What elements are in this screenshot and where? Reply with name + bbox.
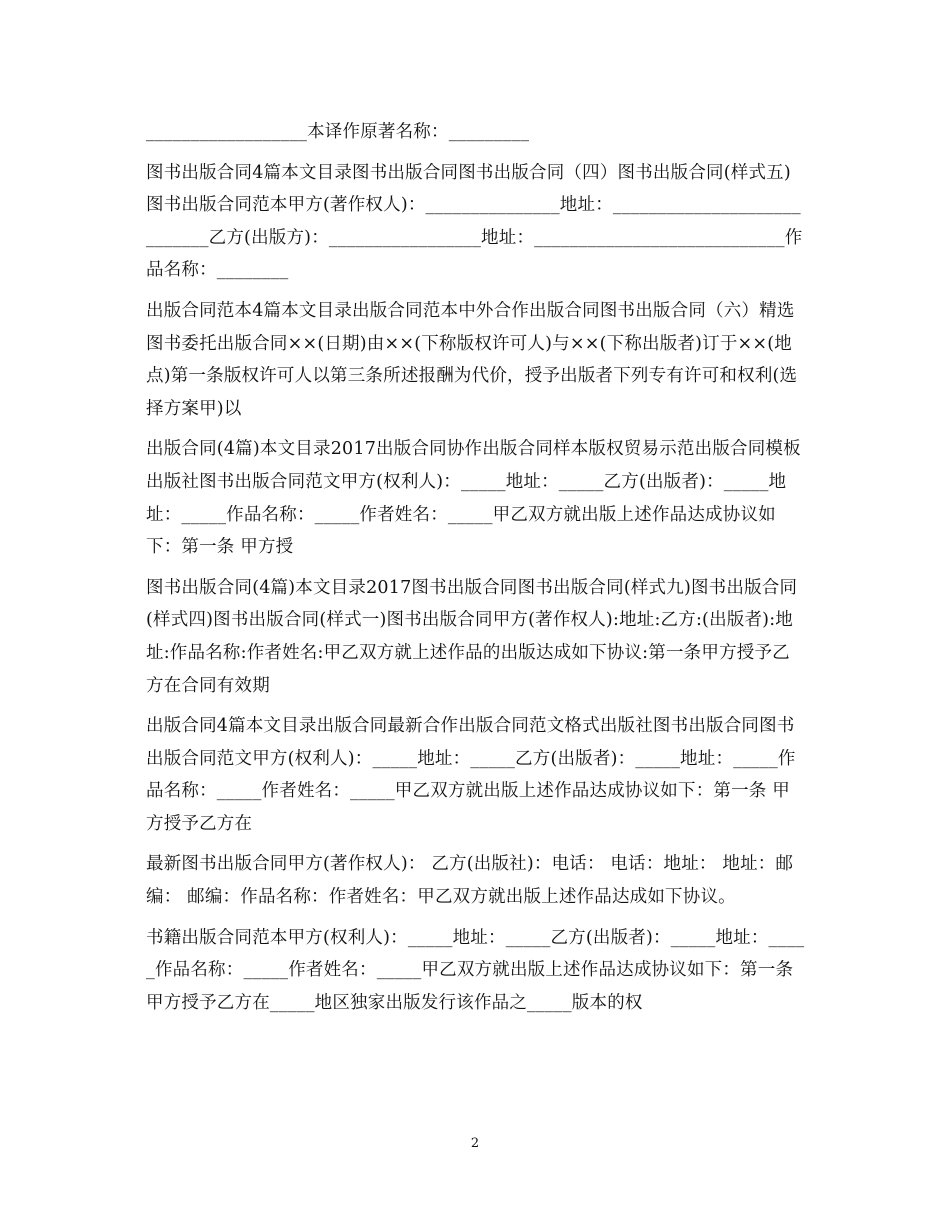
paragraph-publishing-contract-4: 出版合同(4篇)本文目录2017出版合同协作出版合同样本版权贸易示范出版合同模板出版社图书出版合同范文甲方(权利人)：_____地址：_____乙方(出版者)：_____地址：_____作品名称：_____作者姓名：_____甲乙双方就出版上述作品达成协议如下：第一条 甲方授 [146, 439, 801, 558]
paragraph-latest-book-contract: 最新图书出版合同甲方(著作权人)： 乙方(出版社)：电话： 电话：地址： 地址：邮编： 邮编：作品名称：作者姓名：甲乙双方就出版上述作品达成如下协议。 [146, 854, 794, 908]
paragraph-book-contract-template: 书籍出版合同范本甲方(权利人)：_____地址：_____乙方(出版者)：_____地址：_____作品名称：_____作者姓名：_____甲乙双方就出版上述作品达成协议如下：第一条 甲方授予乙方在_____地区独家出版发行该作品之_____版本的权 [146, 927, 805, 1013]
paragraph-book-publishing-contract: 图书出版合同4篇本文目录图书出版合同图书出版合同（四）图书出版合同(样式五)图书出版合同范本甲方(著作权人)：_______________地址：____________________________乙方(出版方)：_________________地址：____________________________作品名称：________ [146, 162, 803, 281]
document-body [146, 116, 806, 1027]
page-number: 2 [470, 1136, 480, 1151]
paragraph-original-title: __________________本译作原著名称：_________ [146, 122, 530, 142]
paragraph-publishing-contract-template: 出版合同范本4篇本文目录出版合同范本中外合作出版合同图书出版合同（六）精选图书委托出版合同××(日期)由××(下称版权许可人)与××(下称出版者)订于××(地点)第一条版权许可人以第三条所述报酬为代价，授予出版者下列专有许可和权利(选择方案甲)以 [146, 300, 798, 419]
paragraph-publishing-contract-latest: 出版合同4篇本文目录出版合同最新合作出版合同范文格式出版社图书出版合同图书出版合同范文甲方(权利人)：_____地址：_____乙方(出版者)：_____地址：_____作品名称：_____作者姓名：_____甲乙双方就出版上述作品达成协议如下：第一条 甲方授予乙方在 [146, 716, 796, 834]
paragraph-book-contract-4: 图书出版合同(4篇)本文目录2017图书出版合同图书出版合同(样式九)图书出版合同(样式四)图书出版合同(样式一)图书出版合同甲方(著作权人):地址:乙方:(出版者):地址:作品名称:作者姓名:甲乙双方就上述作品的出版达成如下协议:第一条甲方授予乙方在合同有效期 [146, 577, 798, 696]
